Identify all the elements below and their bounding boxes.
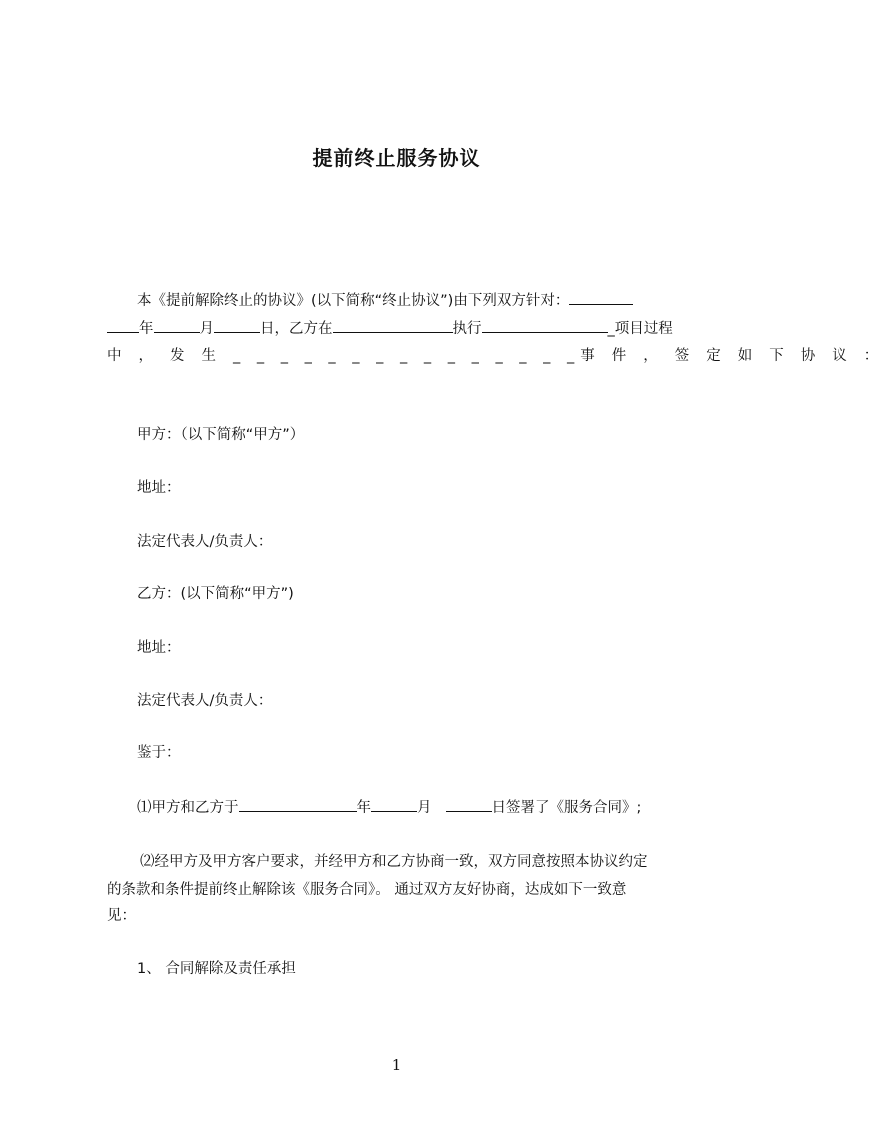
clause-2-line-2: 的条款和条件提前终止解除该《服务合同》。 通过双方友好协商，达成如下一致意 xyxy=(107,882,627,898)
blank-field xyxy=(107,318,139,333)
intro-line-2 xyxy=(107,318,673,339)
intro-line-3 xyxy=(107,346,895,366)
intro-project-process: _项目过程 xyxy=(607,321,673,337)
document-title: 提前终止服务协议 xyxy=(312,146,481,170)
clause-1 xyxy=(137,797,641,818)
blank-field xyxy=(333,318,453,333)
intro-month: 月 xyxy=(199,321,214,337)
blank-field xyxy=(371,797,417,812)
party-a-label: 甲方：（以下简称“甲方”） xyxy=(137,427,305,443)
whereas-heading: 鉴于： xyxy=(137,745,181,761)
intro-day-party-b: 日，乙方在 xyxy=(260,321,333,337)
intro-line3-end: 事件，签定如下协议： xyxy=(580,348,895,364)
clause-2-line-3: 见： xyxy=(107,908,136,924)
party-b-label: 乙方：(以下简称“甲方”) xyxy=(137,586,294,602)
intro-line1-prefix: 本《提前解除终止的协议》(以下简称“终止协议”)由下列双方针对： xyxy=(137,293,570,309)
party-b-representative: 法定代表人/负责人： xyxy=(137,693,273,709)
clause1-suffix: 日签署了《服务合同》; xyxy=(491,800,642,816)
blank-field xyxy=(154,318,200,333)
blank-field xyxy=(214,318,260,333)
section-1-heading: 1、 合同解除及责任承担 xyxy=(137,961,296,977)
party-b-address: 地址： xyxy=(137,640,181,656)
blank-field xyxy=(569,290,633,305)
party-a-representative: 法定代表人/负责人： xyxy=(137,534,273,550)
clause1-month: 月 xyxy=(417,800,432,816)
blank-field xyxy=(239,797,357,812)
intro-line-1 xyxy=(137,290,633,311)
clause1-prefix: ⑴甲方和乙方于 xyxy=(137,800,239,816)
dashed-blank: _ _ _ _ _ _ _ _ _ _ _ _ _ _ _ xyxy=(233,348,581,364)
blank-field xyxy=(482,318,608,333)
clause1-year: 年 xyxy=(356,800,371,816)
blank-field xyxy=(446,797,492,812)
party-a-address: 地址： xyxy=(137,480,181,496)
clause-2-line-1: ⑵经甲方及甲方客户要求，并经甲方和乙方协商一致，双方同意按照本协议约定 xyxy=(140,854,648,870)
intro-line3-start: 中，发生 xyxy=(107,348,233,364)
page-number: 1 xyxy=(391,1056,402,1074)
intro-execute: 执行 xyxy=(452,321,482,337)
intro-year: 年 xyxy=(139,321,154,337)
